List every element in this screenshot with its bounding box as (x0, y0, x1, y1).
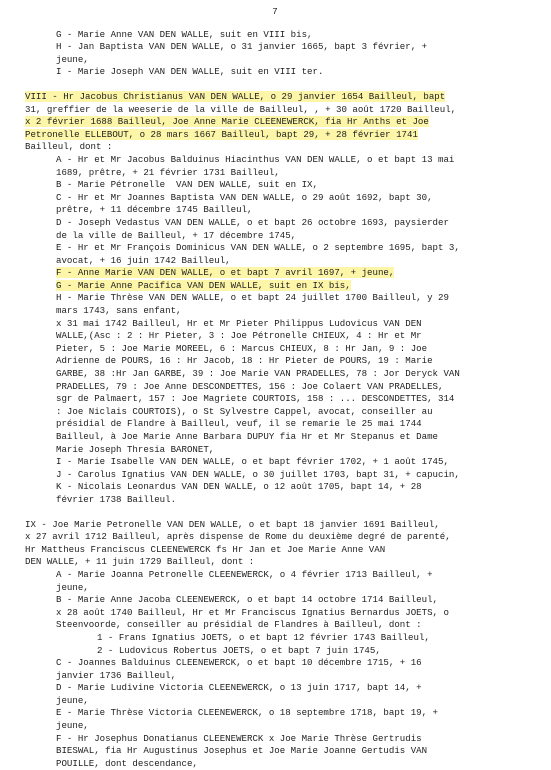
text-line: jeune, (56, 53, 89, 65)
text-line: Hr Mattheus Franciscus CLEENEWERCK fs Hr Jan et Joe Marie Anne VAN (25, 543, 386, 555)
text-line: B - Marie Pétronelle VAN DEN WALLE, suit en IX, (56, 179, 318, 191)
text-line: Bailleul, dont : (25, 141, 113, 153)
text-line: A - Hr et Mr Jacobus Balduinus Hiacinthus VAN DEN WALLE, o et bapt 13 mai (56, 153, 455, 165)
text-line: E - Marie Thrèse Victoria CLEENEWERCK, o 18 septembre 1718, bapt 19, + (56, 707, 438, 719)
text-line: H - Marie Thrèse VAN DEN WALLE, o et bapt 24 juillet 1700 Bailleul, y 29 (56, 292, 449, 304)
text-line: Adrienne de POURS, 16 : Hr Jacob, 18 : Hr Pieter de POURS, 19 : Marie (56, 355, 433, 367)
text-line: : Joe Niclais COURTOIS), o St Sylvestre Cappel, avocat, conseiller au (56, 405, 433, 417)
text-line: D - Joseph Vedastus VAN DEN WALLE, o et bapt 26 octobre 1693, paysierder (56, 216, 449, 228)
text-line: A - Marie Joanna Petronelle CLEENEWERCK, o 4 février 1713 Bailleul, + (56, 568, 433, 580)
text-line: 1689, prêtre, + 21 février 1731 Bailleul, (56, 166, 280, 178)
text-line: VIII - Hr Jacobus Christianus VAN DEN WALLE, o 29 janvier 1654 Bailleul, bapt (25, 90, 446, 102)
text-line: F - Anne Marie VAN DEN WALLE, o et bapt 7 avril 1697, + jeune, (56, 267, 395, 279)
text-line: C - Joannes Balduinus CLEENEWERCK, o et bapt 10 décembre 1715, + 16 (56, 657, 422, 669)
text-line: présidial de Flandre à Bailleul, veuf, il se remarie le 25 mai 1744 (56, 418, 422, 430)
text-line: 2 - Ludovicus Robertus JOETS, o et bapt 7 juin 1745, (97, 644, 381, 656)
document-body (25, 29, 525, 770)
text-line: janvier 1736 Bailleul, (56, 669, 177, 681)
text-line: C - Hr et Mr Joannes Baptista VAN DEN WALLE, o 29 août 1692, bapt 30, (56, 191, 433, 203)
text-line: D - Marie Ludivine Victoria CLEENEWERCK, o 13 juin 1717, bapt 14, + (56, 682, 422, 694)
paragraph-gap (25, 507, 525, 519)
text-line: Bailleul, à Joe Marie Anne Barbara DUPUY fia Hr et Mr Stepanus et Dame (56, 431, 438, 442)
text-line: G - Marie Anne VAN DEN WALLE, suit en VIII bis, (56, 28, 313, 40)
text-line: Petronelle ELLEBOUT, o 28 mars 1667 Bailleul, bapt 29, + 28 février 1741 (25, 128, 418, 140)
text-line: jeune, (56, 694, 89, 706)
text-line: BIESWAL, fia Hr Augustinus Josephus et Joe Marie Joanne Gertudis VAN (56, 745, 428, 757)
text-line: K - Nicolais Leonardus VAN DEN WALLE, o 12 août 1705, bapt 14, + 28 (56, 481, 422, 493)
text-line: jeune, (56, 581, 89, 593)
text-line: Steenvoorde, conseiller au présidial de Flandres à Bailleul, dont : (56, 619, 422, 631)
text-line: J - Carolus Ignatius VAN DEN WALLE, o 30 juillet 1703, bapt 31, + capucin, (56, 468, 460, 480)
text-line: 31, greffier de la weeserie de la ville de Bailleul, , + 30 août 1720 Bailleul, (25, 103, 457, 115)
text-line: mars 1743, sans enfant, (56, 305, 182, 317)
text-line: B - Marie Anne Jacoba CLEENEWERCK, o et bapt 14 octobre 1714 Bailleul, (56, 594, 438, 606)
text-line: prêtre, + 11 décembre 1745 Bailleul, (56, 204, 253, 216)
text-line: H - Jan Baptista VAN DEN WALLE, o 31 janvier 1665, bapt 3 février, + (56, 41, 428, 53)
text-line: Pieter, 5 : Joe Marie MOREEL, 6 : Marcus CHIEUX, 8 : Hr Jan, 9 : Joe (56, 342, 428, 354)
text-line: Marie Joseph Thresia BARONET, (56, 443, 215, 455)
text-line: WALLE,(Asc : 2 : Hr Pieter, 3 : Joe Pétronelle CHIEUX, 4 : Hr et Mr (56, 330, 422, 342)
text-line: x 2 février 1688 Bailleul, Joe Anne Marie CLEENEWERCK, fia Hr Anths et Joe (25, 116, 429, 128)
page-number: 7 (272, 6, 278, 17)
text-line: I - Marie Joseph VAN DEN WALLE, suit en VIII ter. (56, 66, 324, 78)
text-line: G - Marie Anne Pacifica VAN DEN WALLE, suit en IX bis, (56, 279, 351, 291)
text-line: POUILLE, dont descendance, (56, 757, 198, 769)
text-line: x 31 mai 1742 Bailleul, Hr et Mr Pieter Philippus Ludovicus VAN DEN (56, 317, 422, 329)
text-line: 1 - Frans Ignatius JOETS, o et bapt 12 février 1743 Bailleul, (97, 631, 430, 643)
paragraph-gap (25, 79, 525, 91)
text-line: E - Hr et Mr François Dominicus VAN DEN WALLE, o 2 septembre 1695, bapt 3, (56, 242, 460, 254)
text-line: DEN WALLE, + 11 juin 1729 Bailleul, dont : (25, 556, 255, 568)
text-line: jeune, (56, 720, 89, 732)
text-line: I - Marie Isabelle VAN DEN WALLE, o et bapt février 1702, + 1 août 1745, (56, 456, 449, 468)
text-line: IX - Joe Marie Petronelle VAN DEN WALLE, o et bapt 18 janvier 1691 Bailleul, (25, 518, 440, 530)
text-line: février 1738 Bailleul. (56, 493, 177, 505)
text-line: sgr de Palmaert, 157 : Joe Magriete COURTOIS, 158 : ... DESCONDETTES, 314 (56, 393, 455, 405)
text-line: x 28 août 1740 Bailleul, Hr et Mr Franciscus Ignatius Bernardus JOETS, o (56, 606, 449, 618)
text-line: PRADELLES, 79 : Joe Anne DESCONDETTES, 156 : Joe Colaert VAN PRADELLES, (56, 380, 444, 392)
text-line: avocat, + 16 juin 1742 Bailleul, (56, 254, 231, 266)
text-line: F - Hr Josephus Donatianus CLEENEWERCK x Joe Marie Thrèse Gertrudis (56, 732, 422, 744)
text-line: GARBE, 38 :Hr Jan GARBE, 39 : Joe Marie VAN PRADELLES, 78 : Jor Deryck VAN (56, 368, 460, 380)
text-line: de la ville de Bailleul, + 17 décembre 1745, (56, 229, 297, 241)
text-line: x 27 avril 1712 Bailleul, après dispense de Rome du deuxième degré de parenté, (25, 531, 451, 543)
